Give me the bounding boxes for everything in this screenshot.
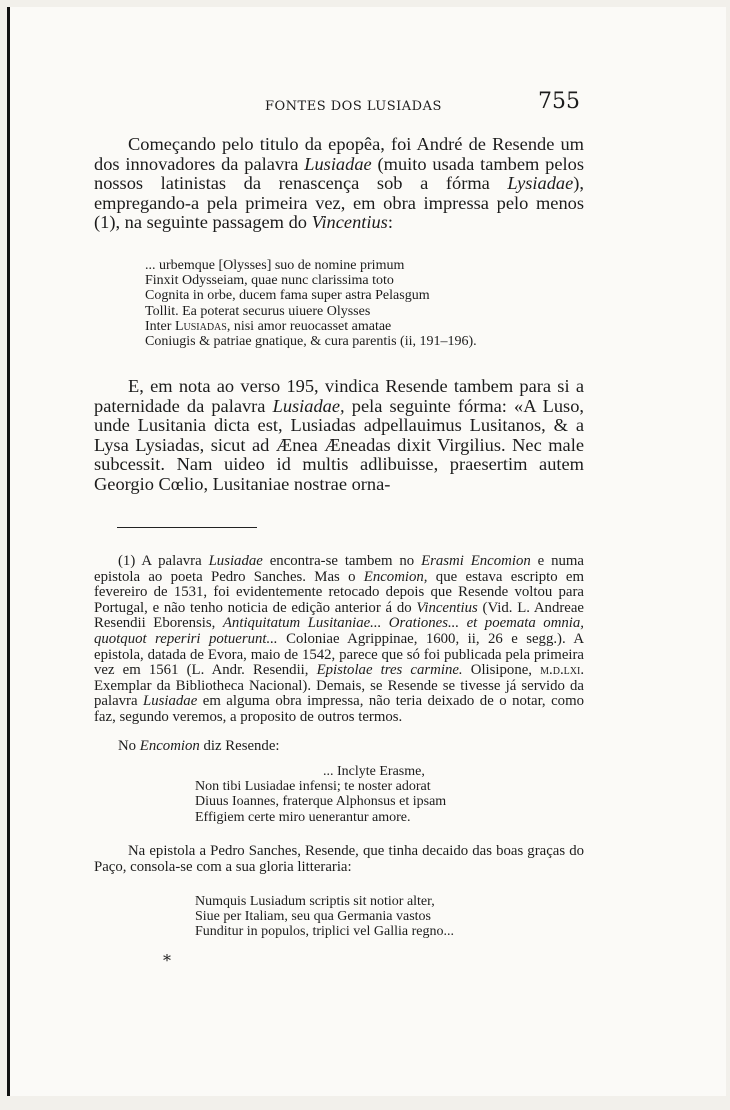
verse-line: Numquis Lusiadum scriptis sit notior alter, (195, 894, 435, 909)
footnote-text: em alguma obra impressa, não teria deixado de o notar, como faz, segundo veremos, a proposito de outros termos. (94, 693, 584, 725)
footnote-italic: Antiquitatum Lusitaniae... Orationes... et poemata omnia, quotquot reperiri potuerunt... (94, 615, 584, 647)
footnote-text: Exemplar da Bibliotheca Nacional). Demais, se Resende se tivesse já servido da palavra (94, 677, 584, 710)
verse-line: Finxit Odysseiam, quae nunc clarissima toto (145, 273, 394, 289)
paragraph-2-italic: Lusiadae, (272, 395, 345, 416)
footnote-text: Olisipone, (462, 662, 541, 679)
footnote-italic: Epistolae tres carmine. (316, 662, 463, 679)
verse-text: , nisi amor reuocasset amatae (226, 318, 392, 334)
paragraph-1-italic: Lusiadae (304, 153, 372, 174)
footnote-text: Coloniae Agrippinae, 1600, ii, 26 e segg.). A epistola, datada de Evora, maio de 1542, parece que só foi publicada pela primeira vez em 1561 (L. Andr. Resendii, (94, 630, 584, 679)
verse-text: Inter (145, 318, 175, 334)
page-number: 755 (538, 89, 580, 114)
verse-line: Funditur in populos, triplici vel Gallia regno... (195, 924, 454, 940)
verse-line: ... Inclyte Erasme, (323, 764, 425, 779)
footnote-italic: Lusiadae (143, 693, 198, 710)
footnote-text: e numa epistola ao poeta Pedro Sanches. Mas o (94, 553, 584, 585)
paragraph-1-italic: Lysiadae (507, 173, 574, 194)
signature-mark: * (163, 951, 171, 970)
running-title: FONTES DOS LUSIADAS (265, 99, 442, 114)
footnote-1 (94, 554, 584, 726)
footnote-italic: Vincentius (416, 599, 478, 616)
paragraph-2 (94, 377, 584, 495)
footnote-divider (117, 527, 257, 528)
footnote-text: (1) A palavra (118, 553, 209, 569)
verse-small-caps: Lusiadas (174, 318, 227, 334)
footnote-text: No (118, 738, 140, 754)
footnote-small-caps: m.d.lxi. (540, 662, 585, 679)
verse-quote-encomion (195, 764, 446, 825)
verse-line (145, 319, 477, 334)
footnote-encomion-intro (94, 739, 584, 755)
footnote-italic: Erasmi Encomion (421, 553, 531, 569)
verse-line: ... urbemque [Olysses] suo de nomine primum (145, 258, 405, 273)
verse-line: Non tibi Lusiadae infensi; te noster adorat (195, 779, 431, 795)
paragraph-1 (94, 135, 584, 233)
footnote-text: que estava escripto em fevereiro de 1531, foi evidentemente retocado depois que Resende voltou para Portugal, e não tenho noticia de edição anterior á do (94, 568, 584, 616)
footnote-italic: Lusiadae (208, 553, 263, 569)
footnote-text: diz Resende: (199, 738, 280, 754)
verse-quote-vincentius (145, 258, 477, 349)
paragraph-1-text: ), empregando-a pela primeira vez, em obra impressa pelo menos (1), na seguinte passagem do (94, 173, 584, 233)
paragraph-2-text: pela seguinte fórma: «A Luso, unde Lusitania dicta est, Lusiadas adpellauimus Lusitanos, & a Lysa Lysiadas, sicut ad Ænea Æneadas dixit Virgilius. Nec male subcessit. Nam uideo id multis adlibuisse, praesertim autem Georgio Cœlio, Lusitaniae nostrae orna- (94, 395, 584, 494)
page-header (10, 89, 726, 119)
paragraph-2-text: E, em nota ao verso 195, vindica Resende tambem para si a paternidade da palavra (94, 376, 584, 416)
verse-line: Cognita in orbe, ducem fama super astra Pelasgum (145, 288, 430, 304)
verse-line: Diuus Ioannes, fraterque Alphonsus et ipsam (195, 794, 447, 810)
verse-line: Coniugis & patriae gnatique, & cura parentis (ii, 191–196). (145, 334, 477, 350)
footnote-italic: Encomion, (363, 568, 428, 585)
verse-line: Siue per Italiam, seu qua Germania vastos (195, 909, 431, 925)
verse-line: Effigiem certe miro uenerantur amore. (195, 809, 411, 825)
paragraph-1-text: (muito usada tambem pelos nossos latinistas da renascença sob a fórma (94, 153, 584, 194)
book-page (7, 7, 726, 1096)
paragraph-1-text: Começando pelo titulo da epopêa, foi André de Resende um dos innovadores da palavra (94, 134, 584, 174)
verse-line: Tollit. Ea poterat securus uiuere Olysses (145, 303, 371, 319)
paragraph-1-italic: Vincentius (311, 212, 388, 233)
paragraph-1-text: : (387, 212, 393, 233)
footnote-text: encontra-se tambem no (262, 553, 422, 569)
footnote-text: (Vid. L. Andreae Resendii Eborensis, (94, 599, 584, 632)
footnote-italic: Encomion (139, 738, 200, 754)
footnote-epistola-intro: Na epistola a Pedro Sanches, Resende, que tinha decaido das boas graças do Paço, consola-se com a sua gloria litteraria: (94, 843, 584, 875)
verse-quote-epistola (195, 894, 454, 940)
